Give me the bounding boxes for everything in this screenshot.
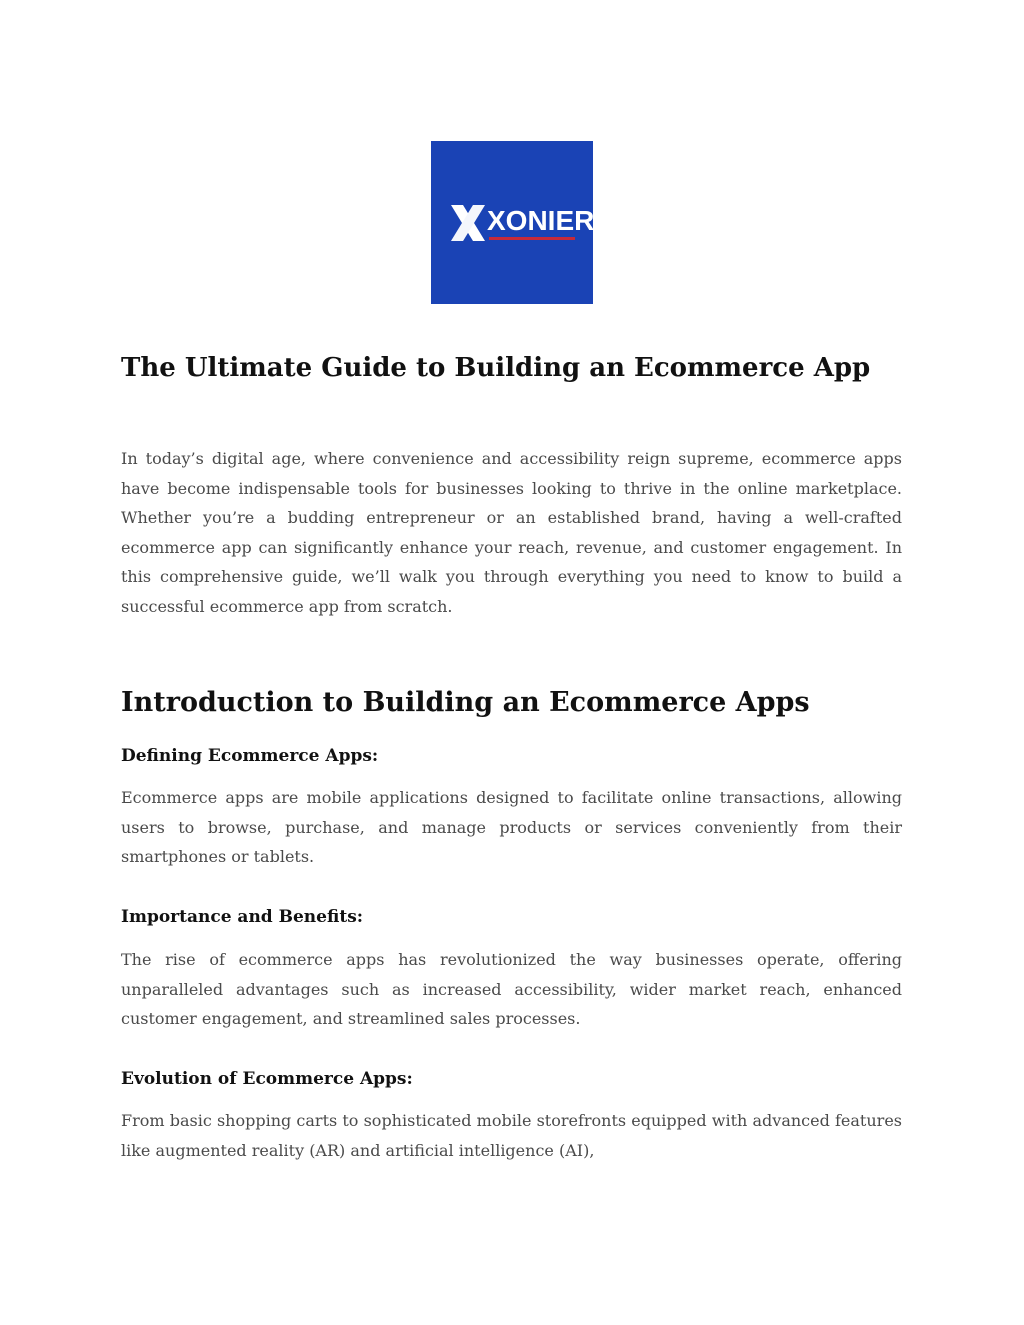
- logo-underline: [489, 237, 575, 240]
- paragraph-defining: Ecommerce apps are mobile applications designed to facilitate online transactions, allowing users to browse, purchase, and manage products or services conveniently from their smartphones or tablets.: [121, 788, 902, 867]
- intro-paragraph: In today’s digital age, where convenience and accessibility reign supreme, ecommerce apps have become indispensable tools for businesses looking to thrive in the online marketplace. Whether you’re a budding entrepreneur or an established brand, having a well-crafted ecommerce app can significantly enhance your reach, revenue, and customer engagement. In this comprehensive guide, we’ll walk you through everything you need to know to build a successful ecommerce app from scratch.: [121, 449, 902, 616]
- paragraph-importance: The rise of ecommerce apps has revolutionized the way businesses operate, offering unparalleled advantages such as increased accessibility, wider market reach, enhanced customer engagement, and streamlined sales processes.: [121, 950, 902, 1029]
- company-logo: [431, 141, 593, 304]
- subheading-evolution: Evolution of Ecommerce Apps:: [121, 1069, 413, 1089]
- section-heading: Introduction to Building an Ecommerce Apps: [121, 687, 810, 718]
- logo-wordmark: XONIER: [487, 205, 595, 236]
- subheading-defining: Defining Ecommerce Apps:: [121, 746, 379, 766]
- paragraph-evolution: From basic shopping carts to sophisticated mobile storefronts equipped with advanced features like augmented reality (AR) and artificial intelligence (AI),: [121, 1111, 902, 1160]
- document-title: The Ultimate Guide to Building an Ecommerce App: [121, 353, 871, 383]
- subheading-importance: Importance and Benefits:: [121, 907, 364, 927]
